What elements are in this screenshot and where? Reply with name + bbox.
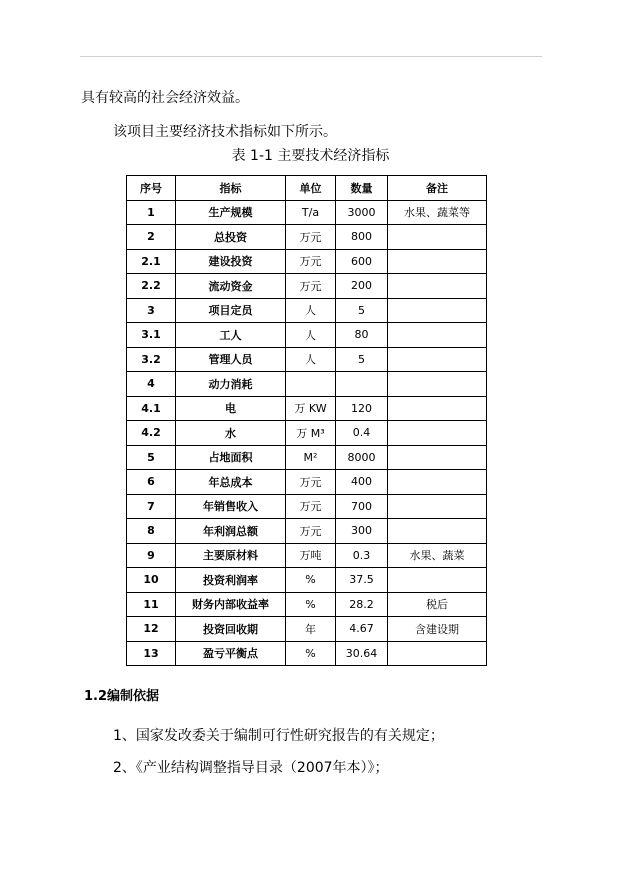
section-heading: 1.2编制依据 [84, 689, 160, 704]
cell-quantity: 5 [336, 298, 388, 323]
table-row [127, 543, 487, 568]
cell-quantity: 8000 [336, 445, 388, 470]
cell-indicator: 年利润总额 [176, 519, 286, 544]
cell-remark: 税后 [388, 592, 487, 617]
cell-quantity: 0.4 [336, 421, 388, 446]
table-row [127, 568, 487, 593]
table-row [127, 617, 487, 642]
cell-quantity: 400 [336, 470, 388, 495]
cell-remark [388, 249, 487, 274]
cell-quantity: 5 [336, 347, 388, 372]
cell-indicator: 项目定员 [176, 298, 286, 323]
cell-index: 5 [127, 445, 176, 470]
table-row [127, 372, 487, 397]
cell-index: 3.2 [127, 347, 176, 372]
table-row [127, 298, 487, 323]
header-unit: 单位 [286, 176, 336, 201]
table-caption: 表 1-1 主要技术经济指标 [231, 148, 390, 164]
cell-unit: 万元 [286, 225, 336, 250]
cell-remark [388, 494, 487, 519]
cell-indicator: 财务内部收益率 [176, 592, 286, 617]
table-header-row [127, 176, 487, 201]
cell-indicator: 生产规模 [176, 200, 286, 225]
cell-indicator: 流动资金 [176, 274, 286, 299]
cell-remark [388, 641, 487, 666]
cell-indicator: 投资回收期 [176, 617, 286, 642]
cell-remark [388, 298, 487, 323]
cell-index: 8 [127, 519, 176, 544]
cell-index: 11 [127, 592, 176, 617]
cell-index: 3 [127, 298, 176, 323]
cell-unit: T/a [286, 200, 336, 225]
table-row [127, 470, 487, 495]
cell-remark [388, 470, 487, 495]
cell-unit: 年 [286, 617, 336, 642]
cell-index: 12 [127, 617, 176, 642]
header-indicator: 指标 [176, 176, 286, 201]
list-item: 2、《产业结构调整指导目录（2007年本）》； [113, 760, 389, 776]
cell-unit: M² [286, 445, 336, 470]
table-row [127, 323, 487, 348]
cell-index: 6 [127, 470, 176, 495]
cell-indicator: 年销售收入 [176, 494, 286, 519]
cell-indicator: 管理人员 [176, 347, 286, 372]
cell-unit: 万元 [286, 519, 336, 544]
cell-indicator: 建设投资 [176, 249, 286, 274]
cell-indicator: 年总成本 [176, 470, 286, 495]
cell-unit: 人 [286, 347, 336, 372]
table-row [127, 519, 487, 544]
cell-unit: % [286, 641, 336, 666]
cell-index: 9 [127, 543, 176, 568]
header-index: 序号 [127, 176, 176, 201]
cell-unit: 万吨 [286, 543, 336, 568]
cell-remark [388, 396, 487, 421]
cell-remark: 水果、蔬菜 [388, 543, 487, 568]
cell-unit [286, 372, 336, 397]
cell-quantity: 3000 [336, 200, 388, 225]
table-row [127, 347, 487, 372]
cell-index: 4.1 [127, 396, 176, 421]
cell-quantity: 300 [336, 519, 388, 544]
cell-remark [388, 323, 487, 348]
cell-quantity: 600 [336, 249, 388, 274]
cell-indicator: 总投资 [176, 225, 286, 250]
cell-remark [388, 225, 487, 250]
cell-quantity [336, 372, 388, 397]
paragraph-1: 具有较高的社会经济效益。 [81, 90, 249, 106]
cell-indicator: 动力消耗 [176, 372, 286, 397]
header-rule [80, 56, 542, 57]
cell-remark: 含建设期 [388, 617, 487, 642]
cell-indicator: 工人 [176, 323, 286, 348]
cell-quantity: 80 [336, 323, 388, 348]
table-row [127, 249, 487, 274]
cell-indicator: 主要原材料 [176, 543, 286, 568]
cell-quantity: 120 [336, 396, 388, 421]
cell-unit: 万元 [286, 274, 336, 299]
cell-quantity: 30.64 [336, 641, 388, 666]
cell-index: 4.2 [127, 421, 176, 446]
cell-indicator: 占地面积 [176, 445, 286, 470]
list-item: 1、国家发改委关于编制可行性研究报告的有关规定； [113, 728, 444, 744]
cell-index: 4 [127, 372, 176, 397]
cell-quantity: 0.3 [336, 543, 388, 568]
cell-index: 2 [127, 225, 176, 250]
cell-quantity: 37.5 [336, 568, 388, 593]
cell-unit: 人 [286, 323, 336, 348]
table-row [127, 641, 487, 666]
cell-remark: 水果、蔬菜等 [388, 200, 487, 225]
table-row [127, 396, 487, 421]
cell-quantity: 800 [336, 225, 388, 250]
cell-index: 2.1 [127, 249, 176, 274]
cell-remark [388, 347, 487, 372]
cell-remark [388, 421, 487, 446]
cell-unit: 万元 [286, 249, 336, 274]
cell-indicator: 盈亏平衡点 [176, 641, 286, 666]
cell-remark [388, 568, 487, 593]
table-row [127, 445, 487, 470]
cell-index: 13 [127, 641, 176, 666]
cell-quantity: 4.67 [336, 617, 388, 642]
cell-quantity: 200 [336, 274, 388, 299]
indicator-table [126, 175, 487, 666]
cell-quantity: 28.2 [336, 592, 388, 617]
table-row [127, 494, 487, 519]
cell-unit: 万元 [286, 494, 336, 519]
table-row [127, 592, 487, 617]
cell-unit: % [286, 592, 336, 617]
cell-index: 10 [127, 568, 176, 593]
table-row [127, 200, 487, 225]
header-remark: 备注 [388, 176, 487, 201]
cell-indicator: 电 [176, 396, 286, 421]
cell-unit: 万 M³ [286, 421, 336, 446]
cell-index: 7 [127, 494, 176, 519]
cell-index: 3.1 [127, 323, 176, 348]
cell-quantity: 700 [336, 494, 388, 519]
cell-index: 1 [127, 200, 176, 225]
table-row [127, 421, 487, 446]
cell-remark [388, 445, 487, 470]
cell-indicator: 投资利润率 [176, 568, 286, 593]
cell-unit: 人 [286, 298, 336, 323]
header-quantity: 数量 [336, 176, 388, 201]
cell-unit: % [286, 568, 336, 593]
cell-remark [388, 274, 487, 299]
table-row [127, 274, 487, 299]
paragraph-2: 该项目主要经济技术指标如下所示。 [113, 124, 337, 140]
cell-indicator: 水 [176, 421, 286, 446]
table-row [127, 225, 487, 250]
cell-remark [388, 519, 487, 544]
cell-unit: 万 KW [286, 396, 336, 421]
cell-remark [388, 372, 487, 397]
cell-unit: 万元 [286, 470, 336, 495]
cell-index: 2.2 [127, 274, 176, 299]
